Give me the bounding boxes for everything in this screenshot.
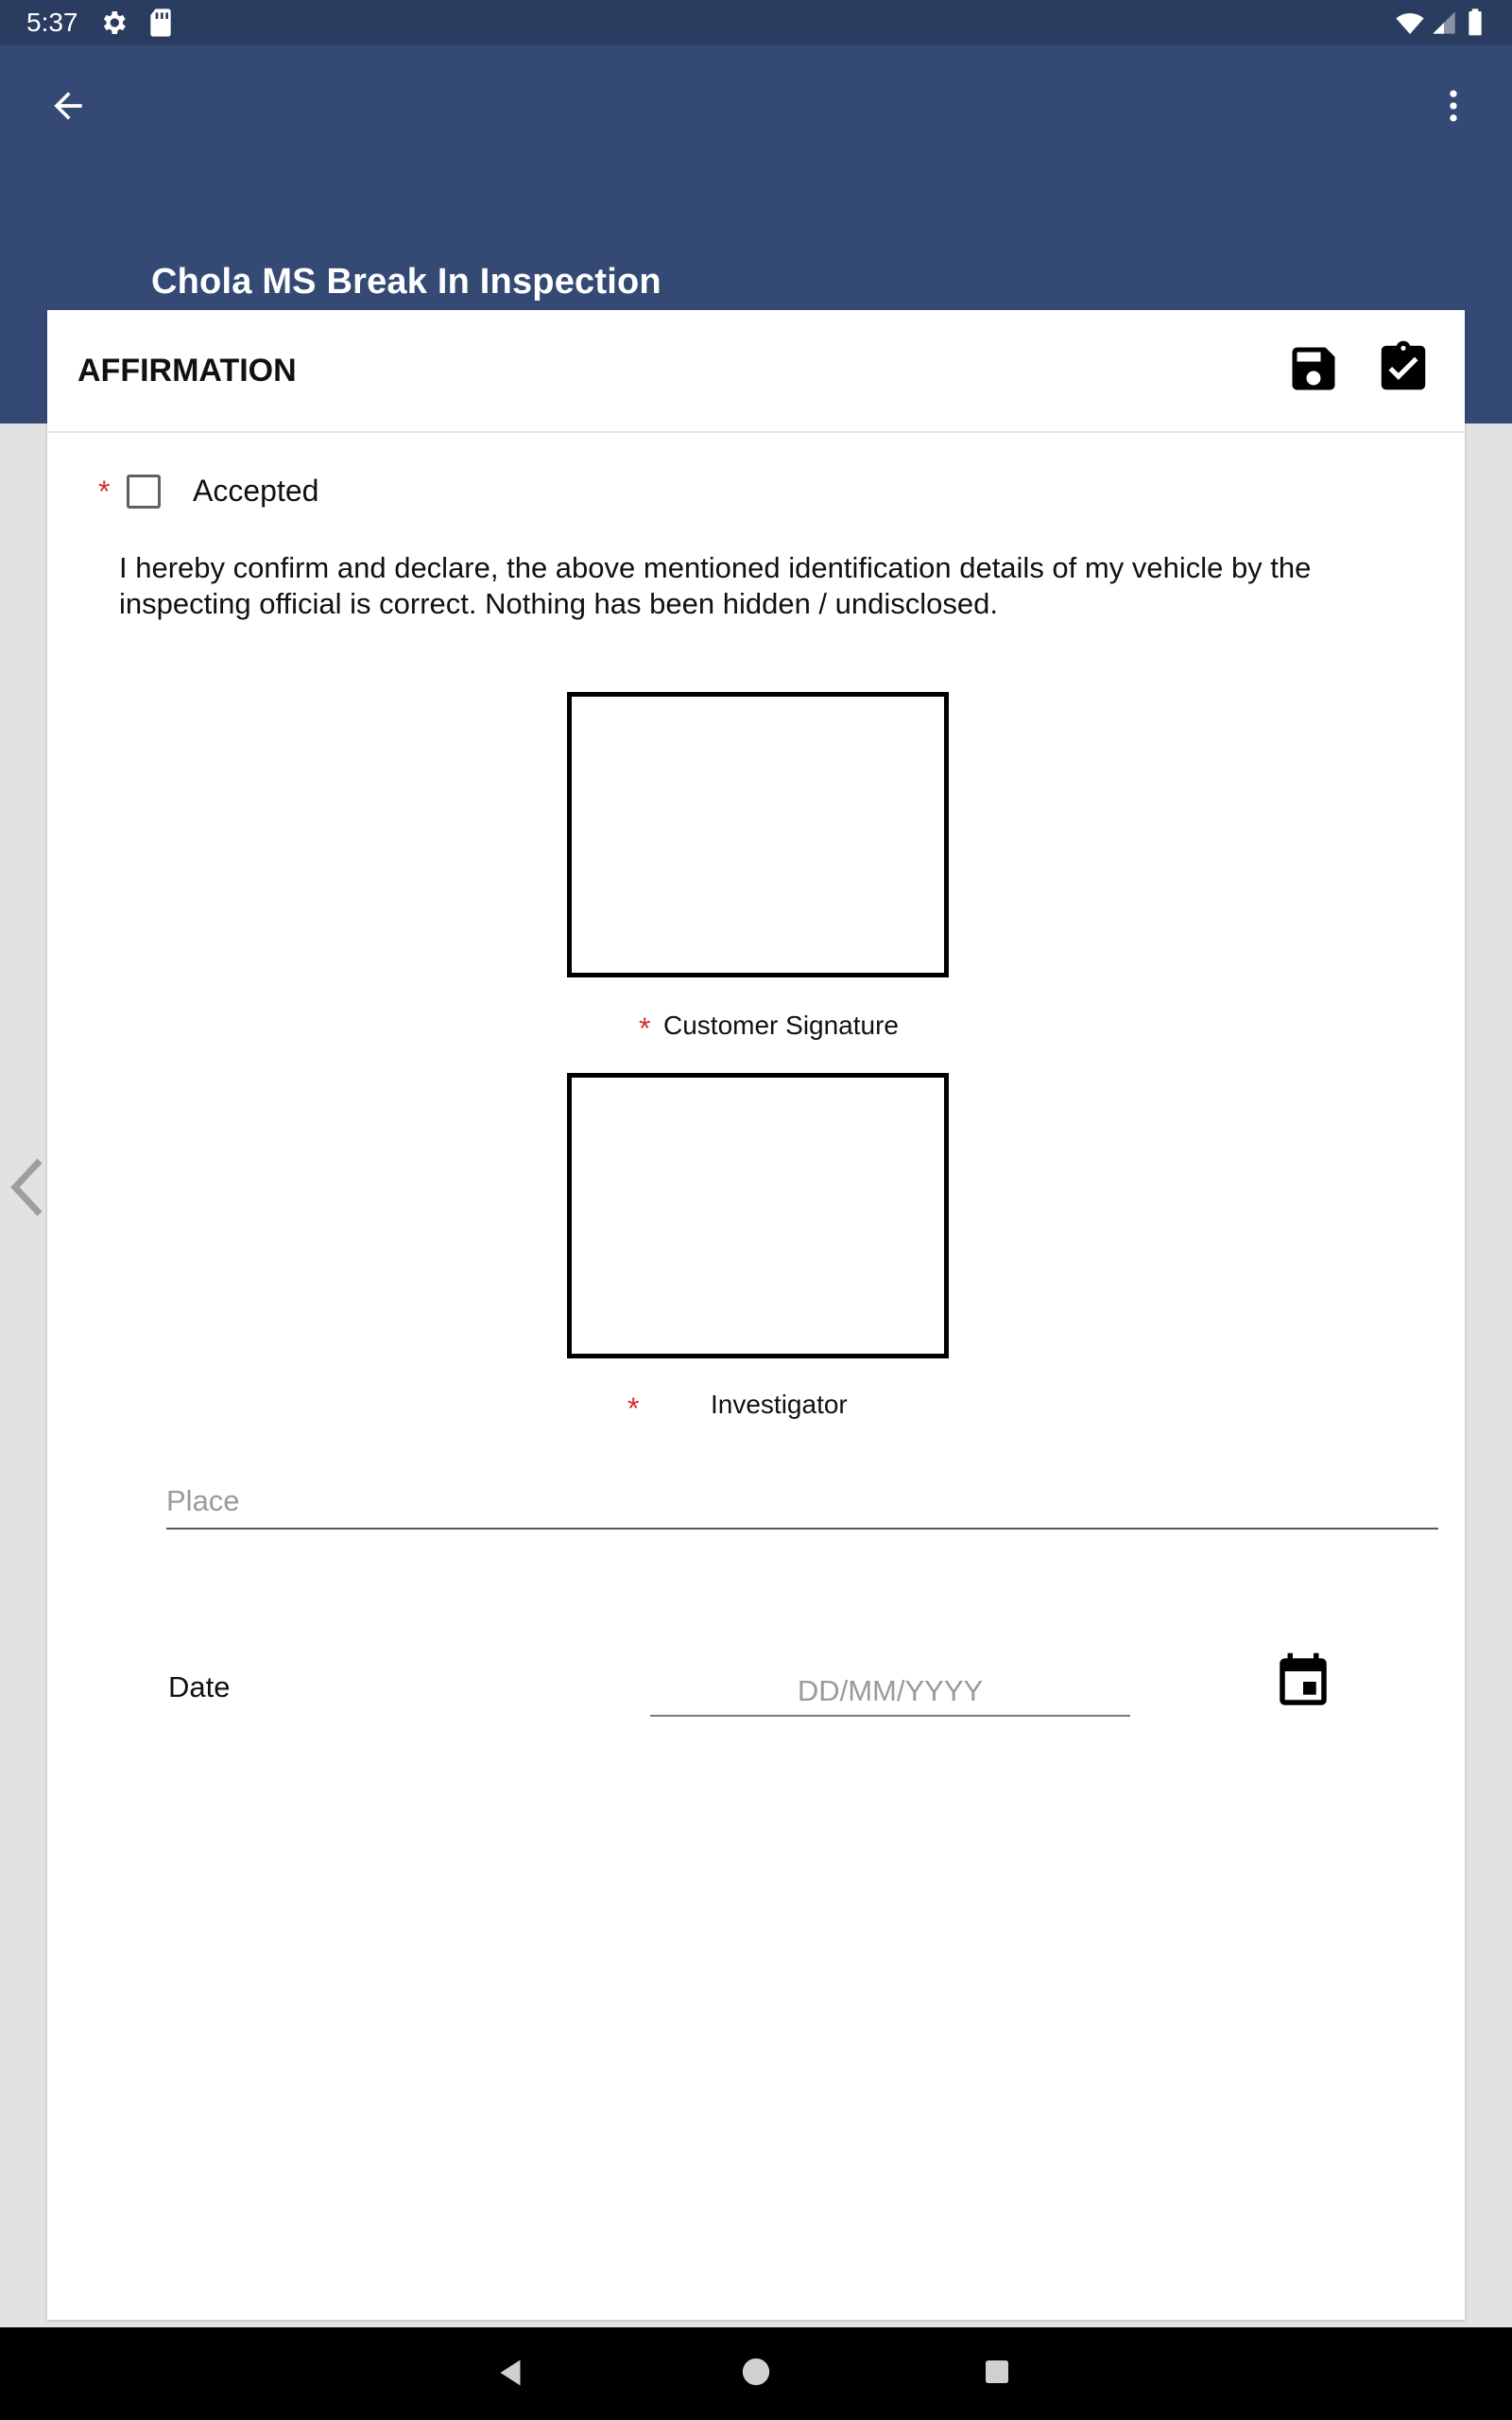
card-header: [47, 310, 1465, 433]
investigator-label: Investigator: [711, 1390, 848, 1419]
battery-icon: [1467, 8, 1484, 43]
affirmation-card: [47, 310, 1465, 2320]
date-label: Date: [168, 1670, 231, 1703]
customer-signature-pad[interactable]: [567, 692, 949, 977]
investigator-signature-pad[interactable]: [567, 1073, 949, 1358]
nav-home-icon[interactable]: [740, 2356, 772, 2388]
app-title: Chola MS Break In Inspection: [151, 262, 662, 302]
wifi-icon: [1393, 8, 1427, 43]
back-arrow-icon[interactable]: [47, 85, 89, 127]
signal-icon: [1431, 8, 1457, 43]
place-input[interactable]: [166, 1475, 1438, 1530]
nav-recents-icon[interactable]: [982, 2357, 1012, 2387]
clipboard-check-icon[interactable]: [1374, 338, 1433, 397]
chevron-left-icon[interactable]: [6, 1155, 47, 1219]
nav-back-icon[interactable]: [493, 2356, 527, 2390]
status-bar: [0, 0, 1512, 45]
required-marker: *: [627, 1392, 640, 1426]
accepted-checkbox[interactable]: [127, 475, 161, 509]
date-input[interactable]: [650, 1668, 1130, 1717]
customer-signature-label: Customer Signature: [663, 1011, 900, 1040]
system-nav-bar: [0, 2327, 1512, 2420]
gear-icon: [98, 8, 129, 43]
accepted-label[interactable]: Accepted: [193, 474, 319, 508]
save-icon[interactable]: [1285, 340, 1342, 397]
more-vert-icon[interactable]: [1433, 85, 1474, 127]
required-marker: *: [98, 475, 111, 509]
status-time: 5:37: [26, 8, 78, 37]
calendar-icon[interactable]: [1272, 1651, 1334, 1713]
section-title: AFFIRMATION: [77, 353, 297, 389]
declaration-text: I hereby confirm and declare, the above mentioned identification details of my vehicle by the inspecting official is correct. Nothing has been hidden / undisclosed.: [119, 551, 1312, 620]
sd-card-icon: [147, 8, 174, 43]
required-marker: *: [639, 1011, 651, 1046]
